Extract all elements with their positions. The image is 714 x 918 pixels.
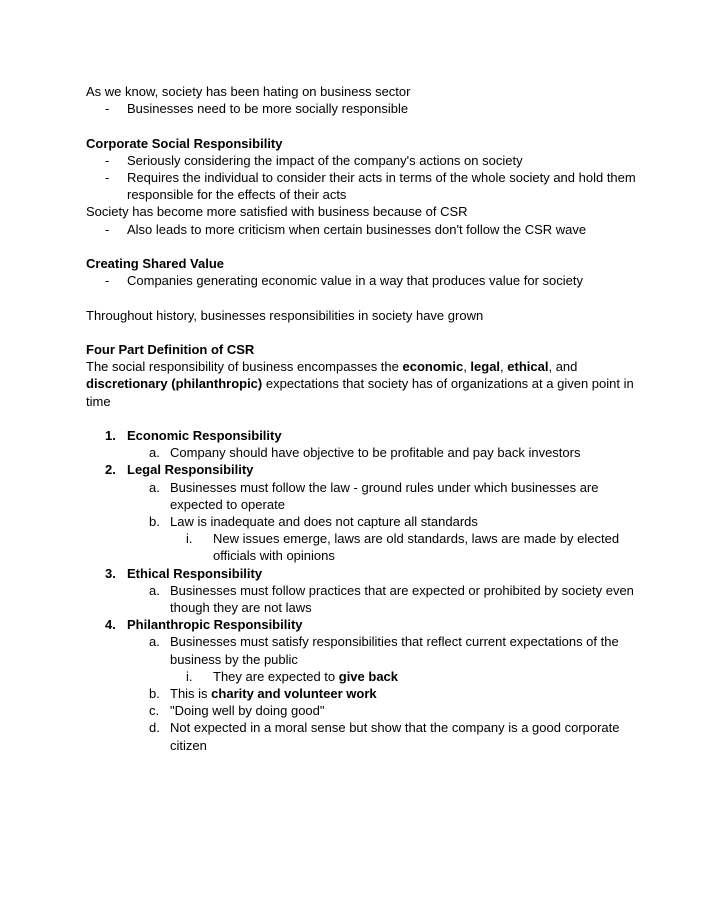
numbered-item bbox=[86, 565, 646, 582]
list-item bbox=[86, 530, 646, 564]
list-letter: a. bbox=[149, 634, 160, 650]
spacer bbox=[86, 238, 646, 255]
philanthropic-b bbox=[170, 686, 377, 701]
list-item bbox=[86, 582, 646, 616]
list-item bbox=[86, 719, 646, 753]
spacer bbox=[86, 324, 646, 341]
philanthropic-d: Not expected in a moral sense but show that the company is a good corporate citizen bbox=[170, 720, 620, 753]
definition-text: expectations that society has of organizations at a given point in time bbox=[86, 376, 634, 409]
legal-b: Law is inadequate and does not capture all standards bbox=[170, 514, 478, 529]
list-item bbox=[86, 169, 646, 203]
four-part-heading: Four Part Definition of CSR bbox=[86, 341, 255, 357]
spacer bbox=[86, 117, 646, 134]
spacer bbox=[86, 410, 646, 427]
list-letter: b. bbox=[149, 686, 160, 702]
list-item bbox=[86, 702, 646, 719]
numbered-item bbox=[86, 461, 646, 478]
philanthropic-b-bold: charity and volunteer work bbox=[211, 686, 377, 702]
list-item bbox=[86, 272, 646, 289]
list-item bbox=[86, 685, 646, 702]
definition-paragraph bbox=[86, 358, 646, 410]
bullet-dash: - bbox=[105, 221, 110, 237]
definition-economic: economic bbox=[402, 359, 464, 375]
philanthropic-a: Businesses must satisfy responsibilities that reflect current expectations of the business by the public bbox=[170, 634, 619, 667]
list-letter: a. bbox=[149, 582, 160, 598]
numbered-item bbox=[86, 616, 646, 633]
list-number: 2. bbox=[105, 462, 116, 478]
history-line: Throughout history, businesses responsibilities in society have grown bbox=[86, 307, 484, 323]
intro-line: As we know, society has been hating on business sector bbox=[86, 84, 411, 99]
list-item bbox=[86, 668, 646, 685]
list-letter: c. bbox=[149, 703, 160, 719]
definition-legal: legal bbox=[470, 359, 501, 375]
bullet-dash: - bbox=[105, 273, 110, 289]
list-letter: a. bbox=[149, 479, 160, 495]
list-item bbox=[86, 444, 646, 461]
legal-title: Legal Responsibility bbox=[127, 462, 254, 478]
list-number: 1. bbox=[105, 427, 116, 443]
bullet-dash: - bbox=[105, 152, 110, 168]
list-roman: i. bbox=[186, 531, 193, 547]
csr-bullet-1: Seriously considering the impact of the company's actions on society bbox=[127, 152, 523, 168]
philanthropic-a-i-text: They are expected to bbox=[213, 668, 339, 684]
list-item bbox=[86, 221, 646, 238]
philanthropic-a-i bbox=[213, 669, 398, 684]
list-item bbox=[86, 152, 646, 169]
list-letter: a. bbox=[149, 445, 160, 461]
csr-bullet-2: Requires the individual to consider their acts in terms of the whole society and hold them responsible for the effects of their acts bbox=[127, 170, 636, 203]
philanthropic-b-text: This is bbox=[170, 686, 212, 702]
definition-sep: , bbox=[463, 359, 471, 375]
definition-sep: , bbox=[500, 359, 508, 375]
philanthropic-title: Philanthropic Responsibility bbox=[127, 617, 303, 633]
list-roman: i. bbox=[186, 668, 193, 684]
definition-text: The social responsibility of business encompasses the bbox=[86, 359, 403, 375]
list-letter: d. bbox=[149, 720, 160, 736]
economic-title: Economic Responsibility bbox=[127, 427, 282, 443]
numbered-item bbox=[86, 427, 646, 444]
shared-value-bullet: Companies generating economic value in a way that produces value for society bbox=[127, 273, 583, 289]
csr-criticism-bullet: Also leads to more criticism when certain businesses don't follow the CSR wave bbox=[127, 221, 587, 237]
legal-a: Businesses must follow the law - ground rules under which businesses are expected to operate bbox=[170, 479, 599, 512]
csr-heading: Corporate Social Responsibility bbox=[86, 135, 283, 151]
ethical-title: Ethical Responsibility bbox=[127, 565, 263, 581]
shared-value-heading: Creating Shared Value bbox=[86, 256, 224, 271]
csr-satisfied-line: Society has become more satisfied with business because of CSR bbox=[86, 204, 468, 220]
philanthropic-a-i-bold: give back bbox=[338, 668, 399, 684]
economic-a: Company should have objective to be profitable and pay back investors bbox=[170, 445, 581, 461]
ethical-a: Businesses must follow practices that are expected or prohibited by society even though they are not laws bbox=[170, 582, 634, 616]
list-letter: b. bbox=[149, 514, 160, 529]
philanthropic-c: "Doing well by doing good" bbox=[170, 703, 325, 719]
legal-b-i: New issues emerge, laws are old standards, laws are made by elected officials with opinions bbox=[213, 531, 620, 564]
spacer bbox=[86, 289, 646, 306]
list-item bbox=[86, 479, 646, 513]
definition-sep: , and bbox=[548, 359, 578, 375]
list-item bbox=[86, 513, 646, 530]
intro-bullet: Businesses need to be more socially responsible bbox=[127, 101, 409, 117]
definition-discretionary: discretionary (philanthropic) bbox=[86, 376, 263, 392]
list-item bbox=[86, 100, 646, 117]
list-item bbox=[86, 633, 646, 667]
document-page bbox=[86, 83, 646, 754]
bullet-dash: - bbox=[105, 101, 110, 117]
definition-ethical: ethical bbox=[507, 359, 549, 375]
list-number: 4. bbox=[105, 617, 116, 633]
bullet-dash: - bbox=[105, 170, 110, 185]
list-number: 3. bbox=[105, 565, 116, 581]
